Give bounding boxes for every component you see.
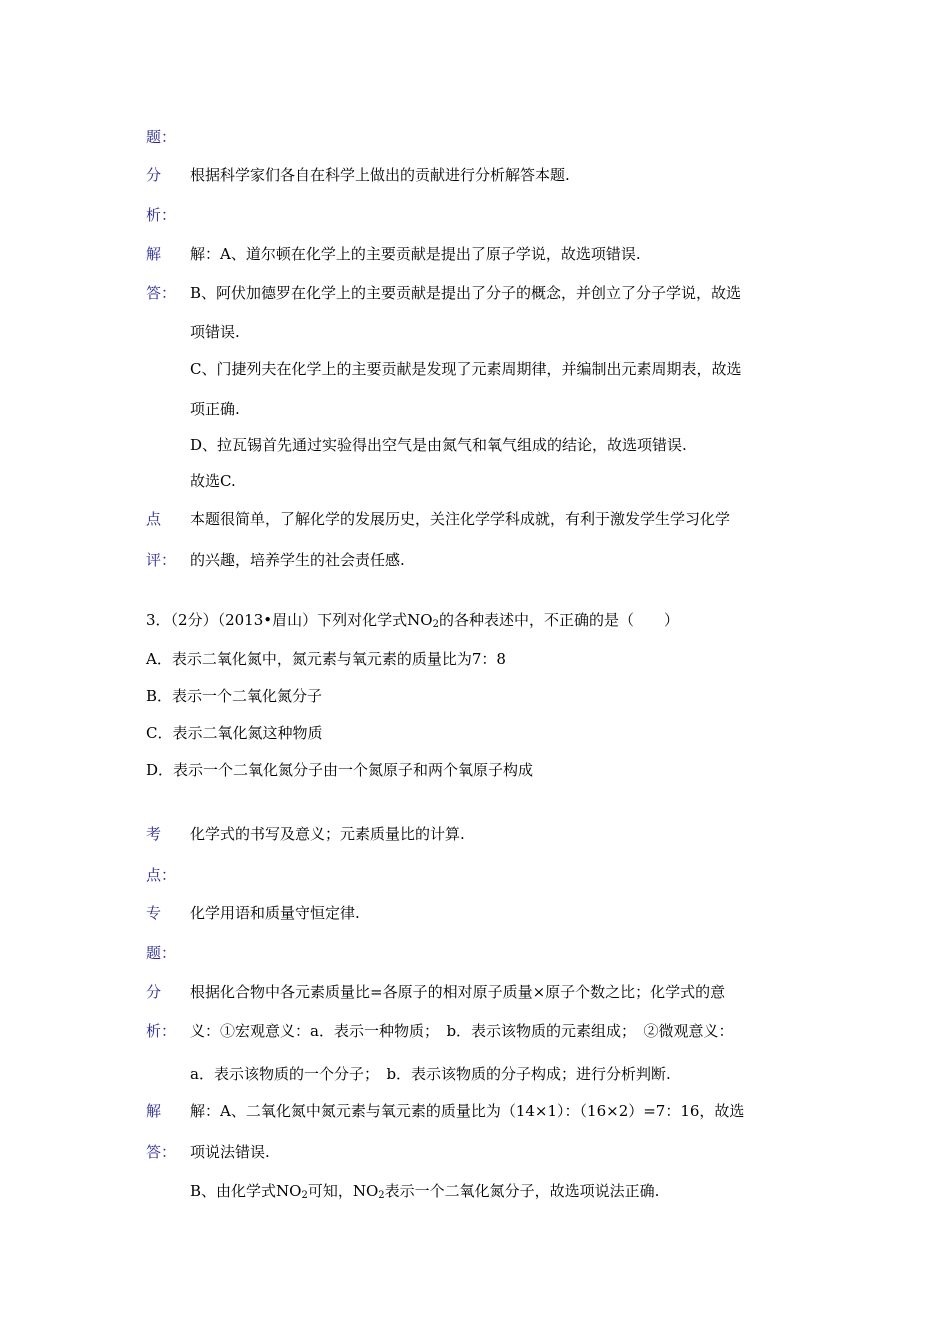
jieda-label: 解: [146, 245, 162, 263]
dianping-row-2: [0, 548, 950, 572]
kaodian-row-1: [0, 822, 950, 846]
jieda-line-2: B、阿伏加德罗在化学上的主要贡献是提出了分子的概念，并创立了分子学说，故选: [190, 284, 742, 302]
q3-jieda-line-2: 项说法错误.: [190, 1143, 270, 1161]
q3-jieda-line-1: 解：A、二氧化氮中氮元素与氧元素的质量比为（14×1）：（16×2）=7：16，故选: [190, 1102, 745, 1120]
jieda-row-7: [0, 469, 950, 493]
option-d-text: D．表示一个二氧化氮分子由一个氮原子和两个氧原子构成: [146, 761, 534, 779]
fenxi-row-1: [0, 163, 950, 187]
q3-jieda-label-2: 答：: [146, 1143, 177, 1161]
jieda-row-1: [0, 242, 950, 266]
q3-fenxi-line-3: a．表示该物质的一个分子； b．表示该物质的分子构成；进行分析判断.: [190, 1065, 671, 1083]
ti-label: 题：: [146, 128, 177, 146]
q3-jieda-row-1: [0, 1099, 950, 1123]
kaodian-label-2: 点：: [146, 866, 177, 884]
jieda-row-6: [0, 433, 950, 457]
jieda-row-5: [0, 397, 950, 421]
zhuanti-text: 化学用语和质量守恒定律.: [190, 904, 360, 922]
zhuanti-label: 专: [146, 904, 162, 922]
q3-fenxi-row-2: [0, 1019, 950, 1043]
q3-jieda-row-3: [0, 1179, 950, 1203]
jieda-line-5: 项正确.: [190, 400, 240, 418]
zhuanti-row-2: [0, 941, 950, 965]
jieda-line-1: 解：A、道尔顿在化学上的主要贡献是提出了原子学说，故选项错误.: [190, 245, 641, 263]
option-c-text: C．表示二氧化氮这种物质: [146, 724, 323, 742]
option-c: [0, 721, 950, 745]
kaodian-label: 考: [146, 825, 162, 843]
q3-fenxi-label: 分: [146, 983, 162, 1001]
jieda-row-2: [0, 281, 950, 305]
option-a-text: A．表示二氧化氮中，氮元素与氧元素的质量比为7：8: [146, 650, 506, 668]
option-b: [0, 684, 950, 708]
question-3-stem: [0, 608, 950, 632]
fenxi-row-2: [0, 203, 950, 227]
fenxi-label: 分: [146, 166, 162, 184]
q3-jieda-row-2: [0, 1140, 950, 1164]
q3-fenxi-row-1: [0, 980, 950, 1004]
zhuanti-label-2: 题：: [146, 944, 177, 962]
option-d: [0, 758, 950, 782]
jieda-line-3: 项错误.: [190, 323, 240, 341]
jieda-line-4: C、门捷列夫在化学上的主要贡献是发现了元素周期律，并编制出元素周期表，故选: [190, 360, 742, 378]
ti-label-row: [0, 125, 950, 149]
dianping-label: 点: [146, 510, 162, 528]
q3-fenxi-label-2: 析：: [146, 1022, 177, 1040]
jieda-row-3: [0, 320, 950, 344]
dianping-row-1: [0, 507, 950, 531]
fenxi-label-2: 析：: [146, 206, 177, 224]
jieda-row-4: [0, 357, 950, 381]
dianping-line-2: 的兴趣，培养学生的社会责任感.: [190, 551, 405, 569]
fenxi-text: 根据科学家们各自在科学上做出的贡献进行分析解答本题.: [190, 166, 570, 184]
question-3-stem-text: 3．（2分）（2013•眉山）下列对化学式$NO_2$的各种表述中，不正确的是（ ）: [146, 611, 679, 630]
dianping-label-2: 评：: [146, 551, 177, 569]
option-a: [0, 647, 950, 671]
kaodian-text: 化学式的书写及意义；元素质量比的计算.: [190, 825, 465, 843]
jieda-label-2: 答：: [146, 284, 177, 302]
q3-jieda-label: 解: [146, 1102, 162, 1120]
kaodian-row-2: [0, 863, 950, 887]
q3-fenxi-row-3: [0, 1062, 950, 1086]
zhuanti-row-1: [0, 901, 950, 925]
q3-jieda-line-3: B、由化学式$NO_2$可知，$NO_2$表示一个二氧化氮分子，故选项说法正确.: [190, 1182, 660, 1201]
option-b-text: B．表示一个二氧化氮分子: [146, 687, 323, 705]
jieda-line-7: 故选C.: [190, 472, 236, 490]
dianping-line-1: 本题很简单，了解化学的发展历史，关注化学学科成就，有利于激发学生学习化学: [190, 510, 731, 528]
q3-fenxi-line-2: 义：①宏观意义：a．表示一种物质； b．表示该物质的元素组成； ②微观意义：: [190, 1022, 734, 1040]
q3-fenxi-line-1: 根据化合物中各元素质量比=各原子的相对原子质量×原子个数之比；化学式的意: [190, 983, 726, 1001]
jieda-line-6: D、拉瓦锡首先通过实验得出空气是由氮气和氧气组成的结论，故选项错误.: [190, 436, 687, 454]
